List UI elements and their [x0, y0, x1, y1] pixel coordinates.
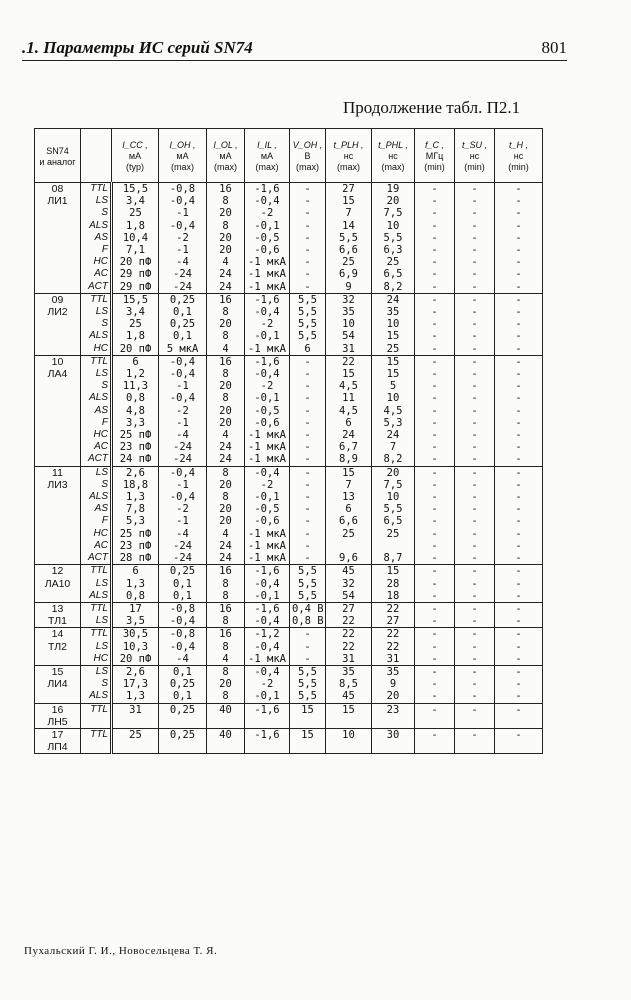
footer-authors: Пухальский Г. И., Новосельцева Т. Я.: [24, 945, 218, 957]
cell-icc: 15,5 3,4 25 1,8 10,4 7,1 20 пФ 29 пФ 29 пФ: [112, 183, 159, 294]
cell-tphl: 23: [372, 703, 415, 728]
cell-fc: - - - - - - - -: [415, 466, 455, 565]
cell-tplh: 10: [326, 728, 372, 753]
cell-tsu: - - - - -: [455, 293, 495, 355]
cell-voh: - - - - - - - - -: [290, 183, 326, 294]
table-row: [35, 293, 543, 355]
column-header-line: (min): [424, 162, 445, 172]
cell-ioh: -0,8 -0,4 -1 -0,4 -2 -1 -4 -24 -24: [159, 183, 207, 294]
cell-tplh: 15 7 13 6 6,6 25 9,6: [326, 466, 372, 565]
cell-tphl: 19 20 7,5 10 5,5 6,3 25 6,5 8,2: [372, 183, 415, 294]
cell-tsu: - - - - - - - - -: [455, 355, 495, 466]
cell-iil: -1,6 -0,4 -0,1: [245, 565, 290, 603]
table-row: [35, 728, 543, 753]
column-header-icc: [112, 129, 159, 183]
cell-series: TTL: [81, 728, 112, 753]
cell-ioh: 0,1 0,25 0,1: [159, 665, 207, 703]
column-header-tsu: [455, 129, 495, 183]
cell-group: 09 ЛИ2: [35, 293, 81, 355]
cell-voh: - - -: [290, 628, 326, 666]
cell-group: 12 ЛА10: [35, 565, 81, 603]
column-header-line: МГц: [425, 151, 444, 161]
cell-series: TTL LS S ALS HC: [81, 293, 112, 355]
cell-tplh: 35 8,5 45: [326, 665, 372, 703]
table-row: [35, 703, 543, 728]
cell-ioh: -0,4 -0,4 -1 -0,4 -2 -1 -4 -24 -24: [159, 355, 207, 466]
cell-tplh: 27 22: [326, 602, 372, 627]
table-row: [35, 665, 543, 703]
column-header-series: [81, 129, 112, 183]
cell-voh: 15: [290, 703, 326, 728]
cell-icc: 17 3,5: [112, 602, 159, 627]
column-header-line: (max): [337, 162, 360, 172]
cell-voh: 0,4 В 0,8 В: [290, 602, 326, 627]
cell-iol: 16 8 20 8 20 20 4 24 24: [207, 355, 245, 466]
column-header-line: V_OH ,: [292, 140, 323, 150]
cell-group: 16 ЛН5: [35, 703, 81, 728]
cell-ioh: -0,4 -1 -0,4 -2 -1 -4 -24 -24: [159, 466, 207, 565]
cell-icc: 6 1,2 11,3 0,8 4,8 3,3 25 пФ 23 пФ 24 пФ: [112, 355, 159, 466]
parameters-table: [34, 128, 543, 754]
column-header-line: мА: [260, 151, 274, 161]
cell-iil: -1,6: [245, 728, 290, 753]
column-header-line: (max): [381, 162, 405, 172]
cell-group: 13 ТЛ1: [35, 602, 81, 627]
cell-th: - - -: [495, 665, 543, 703]
cell-th: - - -: [495, 628, 543, 666]
cell-fc: - - - - - - - - -: [415, 183, 455, 294]
cell-fc: - - -: [415, 628, 455, 666]
cell-tphl: 24 35 10 15 25: [372, 293, 415, 355]
column-header-line: мА: [219, 151, 232, 161]
cell-th: -: [495, 703, 543, 728]
cell-th: - - -: [495, 565, 543, 603]
cell-tsu: - - - - - - - - -: [455, 183, 495, 294]
cell-tphl: 22 22 31: [372, 628, 415, 666]
cell-fc: -: [415, 728, 455, 753]
cell-icc: 30,5 10,3 20 пФ: [112, 628, 159, 666]
table-row: [35, 466, 543, 565]
cell-fc: - - - - -: [415, 293, 455, 355]
cell-iol: 16 8 4: [207, 628, 245, 666]
cell-icc: 31: [112, 703, 159, 728]
cell-series: LS S ALS AS F HC AC ACT: [81, 466, 112, 565]
cell-ioh: 0,25 0,1 0,25 0,1 5 мкА: [159, 293, 207, 355]
column-header-tphl: [372, 129, 415, 183]
column-header-line: t_PHL ,: [378, 140, 408, 150]
column-header-line: t_SU ,: [461, 140, 487, 150]
cell-group: 08 ЛИ1: [35, 183, 81, 294]
cell-tphl: 35 9 20: [372, 665, 415, 703]
cell-series: TTL LS ALS: [81, 565, 112, 603]
cell-group: 10 ЛА4: [35, 355, 81, 466]
cell-ioh: -0,8 -0,4: [159, 602, 207, 627]
cell-iil: -1,6 -0,4 -2 -0,1 -1 мкА: [245, 293, 290, 355]
cell-tphl: 15 28 18: [372, 565, 415, 603]
cell-iol: 40: [207, 703, 245, 728]
column-header-iol: [207, 129, 245, 183]
cell-ioh: 0,25: [159, 703, 207, 728]
cell-fc: - - -: [415, 665, 455, 703]
cell-tphl: 22 27: [372, 602, 415, 627]
cell-icc: 25: [112, 728, 159, 753]
column-header-line: (typ): [126, 162, 144, 172]
column-header-line: I_OH ,: [169, 140, 196, 150]
cell-tphl: 30: [372, 728, 415, 753]
cell-series: TTL LS HC: [81, 628, 112, 666]
column-header-line: I_CC ,: [122, 140, 148, 150]
column-header-line: (min): [464, 162, 485, 172]
cell-fc: - -: [415, 602, 455, 627]
column-header-line: нс: [343, 151, 354, 161]
cell-iil: -1,2 -0,4 -1 мкА: [245, 628, 290, 666]
column-header-line: мА: [128, 151, 142, 161]
cell-th: - -: [495, 602, 543, 627]
cell-voh: 5,5 5,5 5,5: [290, 665, 326, 703]
column-header-group: [35, 129, 81, 183]
table-continuation-caption: Продолжение табл. П2.1: [343, 98, 521, 117]
cell-tplh: 32 35 10 54 31: [326, 293, 372, 355]
table-header-row: [35, 129, 543, 183]
cell-th: - - - - - - - -: [495, 466, 543, 565]
cell-series: LS S ALS: [81, 665, 112, 703]
column-header-line: I_OL ,: [213, 140, 238, 150]
cell-ioh: 0,25 0,1 0,1: [159, 565, 207, 603]
column-header-line: (min): [508, 162, 529, 172]
cell-tsu: -: [455, 728, 495, 753]
column-header-line: (max): [296, 162, 319, 172]
cell-iil: -1,6 -0,4: [245, 602, 290, 627]
column-header-fc: [415, 129, 455, 183]
cell-th: -: [495, 728, 543, 753]
column-header-line: нс: [513, 151, 524, 161]
column-header-line: В: [304, 151, 311, 161]
cell-iol: 40: [207, 728, 245, 753]
cell-tplh: 22 22 31: [326, 628, 372, 666]
column-header-line: и аналог: [39, 156, 76, 167]
cell-icc: 6 1,3 0,8: [112, 565, 159, 603]
cell-tplh: 22 15 4,5 11 4,5 6 24 6,7 8,9: [326, 355, 372, 466]
cell-tphl: 15 15 5 10 4,5 5,3 24 7 8,2: [372, 355, 415, 466]
column-header-line: t_PLH ,: [333, 140, 364, 150]
cell-iil: -0,4 -2 -0,1 -0,5 -0,6 -1 мкА -1 мкА -1 мкА: [245, 466, 290, 565]
cell-iol: 8 20 8 20 20 4 24 24: [207, 466, 245, 565]
cell-iol: 16 8 20 8 20 20 4 24 24: [207, 183, 245, 294]
cell-tplh: 45 32 54: [326, 565, 372, 603]
cell-group: 15 ЛИ4: [35, 665, 81, 703]
cell-tplh: 27 15 7 14 5,5 6,6 25 6,9 9: [326, 183, 372, 294]
cell-group: 11 ЛИ3: [35, 466, 81, 565]
column-header-line: f_C ,: [424, 140, 444, 150]
cell-fc: - - - - - - - - -: [415, 355, 455, 466]
cell-iil: -0,4 -2 -0,1: [245, 665, 290, 703]
cell-icc: 2,6 17,3 1,3: [112, 665, 159, 703]
column-header-line: t_H ,: [508, 140, 528, 150]
cell-iil: -1,6 -0,4 -2 -0,1 -0,5 -0,6 -1 мкА -1 мкА -1 мкА: [245, 355, 290, 466]
column-header-line: (max): [255, 162, 279, 172]
column-header-line: (max): [214, 162, 237, 172]
cell-tsu: -: [455, 703, 495, 728]
cell-tsu: - -: [455, 602, 495, 627]
cell-tsu: - - -: [455, 628, 495, 666]
page-number: 801: [541, 38, 567, 57]
cell-ioh: 0,25: [159, 728, 207, 753]
cell-iol: 16 8 8: [207, 565, 245, 603]
cell-icc: 15,5 3,4 25 1,8 20 пФ: [112, 293, 159, 355]
chapter-title: .1. Параметры ИС серий SN74: [22, 38, 253, 57]
page-header: [22, 38, 567, 61]
cell-iol: 16 8 20 8 4: [207, 293, 245, 355]
cell-tplh: 15: [326, 703, 372, 728]
table-row: [35, 355, 543, 466]
cell-voh: 15: [290, 728, 326, 753]
cell-tphl: 20 7,5 10 5,5 6,5 25 8,7: [372, 466, 415, 565]
cell-voh: 5,5 5,5 5,5 5,5 6: [290, 293, 326, 355]
cell-series: TTL LS: [81, 602, 112, 627]
column-header-line: SN74: [46, 145, 69, 156]
column-header-th: [495, 129, 543, 183]
cell-tsu: - - - - - - - -: [455, 466, 495, 565]
cell-series: TTL LS S ALS AS F HC AC ACT: [81, 355, 112, 466]
cell-th: - - - - - - - - -: [495, 355, 543, 466]
column-header-line: нс: [469, 151, 480, 161]
column-header-iil: [245, 129, 290, 183]
cell-th: - - - - -: [495, 293, 543, 355]
column-header-line: (max): [171, 162, 194, 172]
cell-tsu: - - -: [455, 665, 495, 703]
cell-iol: 8 20 8: [207, 665, 245, 703]
column-header-tplh: [326, 129, 372, 183]
table-row: [35, 183, 543, 294]
cell-group: 17 ЛП4: [35, 728, 81, 753]
cell-group: 14 ТЛ2: [35, 628, 81, 666]
cell-icc: 2,6 18,8 1,3 7,8 5,3 25 пФ 23 пФ 28 пФ: [112, 466, 159, 565]
column-header-line: нс: [388, 151, 398, 161]
table-row: [35, 628, 543, 666]
column-header-ioh: [159, 129, 207, 183]
column-header-line: мА: [176, 151, 189, 161]
table-row: [35, 565, 543, 603]
cell-voh: - - - - - - - - -: [290, 355, 326, 466]
cell-iil: -1,6: [245, 703, 290, 728]
cell-iil: -1,6 -0,4 -2 -0,1 -0,5 -0,6 -1 мкА -1 мкА -1 мкА: [245, 183, 290, 294]
cell-th: - - - - - - - - -: [495, 183, 543, 294]
cell-tsu: - - -: [455, 565, 495, 603]
cell-fc: - - -: [415, 565, 455, 603]
cell-voh: 5,5 5,5 5,5: [290, 565, 326, 603]
cell-voh: - - - - - - - -: [290, 466, 326, 565]
cell-iol: 16 8: [207, 602, 245, 627]
column-header-line: I_IL ,: [257, 140, 277, 150]
column-header-voh: [290, 129, 326, 183]
table-row: [35, 602, 543, 627]
cell-fc: -: [415, 703, 455, 728]
cell-ioh: -0,8 -0,4 -4: [159, 628, 207, 666]
cell-series: TTL LS S ALS AS F HC AC ACT: [81, 183, 112, 294]
cell-series: TTL: [81, 703, 112, 728]
